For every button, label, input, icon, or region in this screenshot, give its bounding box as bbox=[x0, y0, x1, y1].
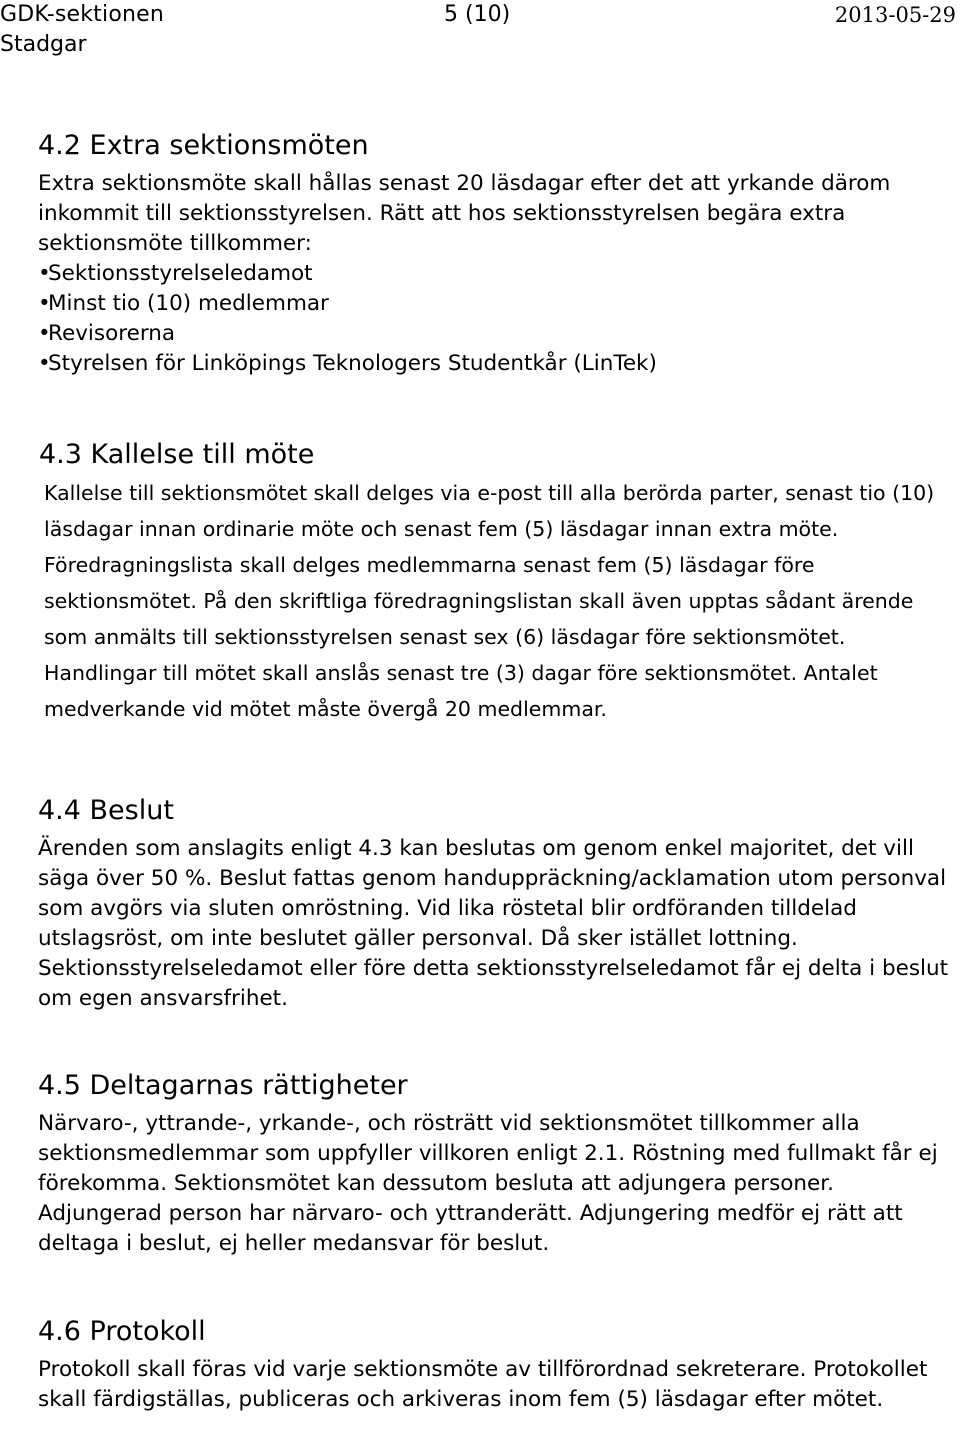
section-heading: 4.4 Beslut bbox=[38, 795, 174, 826]
section-paragraph: Närvaro-, yttrande-, yrkande-, och rösträtt vid sektionsmötet tillkommer alla sektionsmedlemmar som uppfyller villkoren enligt 2.1. Röstning med fullmakt får ej förekomma. Sektionsmötet kan dessutom besluta att adjungera personer. Adjungerad person har närvaro- och yttranderätt. Adjungering medför ej rätt att deltaga i beslut, ej heller medansvar för beslut. bbox=[38, 1111, 938, 1256]
section-paragraph: Extra sektionsmöte skall hållas senast 20 läsdagar efter det att yrkande därom inkommit till sektionsstyrelsen. Rätt att hos sektionsstyrelsen begära extra sektionsmöte tillkommer: bbox=[38, 171, 891, 256]
section-heading: 4.3 Kallelse till möte bbox=[39, 439, 315, 470]
section-paragraph: Ärenden som anslagits enligt 4.3 kan beslutas om genom enkel majoritet, det vill säga över 50 %. Beslut fattas genom handuppräckning/acklamation utom personval som avgörs via sluten omröstning. Vid lika röstetal blir ordföranden tilldelad utslagsröst, om inte beslutet gäller personval. Då sker istället lottning. Sektionsstyrelseledamot eller före detta sektionsstyrelseledamot får ej delta i beslut om egen ansvarsfrihet. bbox=[38, 836, 949, 1011]
bullet-icon: • bbox=[38, 351, 51, 376]
section-4-2 bbox=[38, 130, 958, 379]
bullet-icon: • bbox=[38, 261, 51, 286]
list-item-text: Styrelsen för Linköpings Teknologers Studentkår (LinTek) bbox=[48, 351, 657, 376]
bullet-icon: • bbox=[38, 321, 51, 346]
section-heading: 4.2 Extra sektionsmöten bbox=[38, 130, 369, 161]
organization-name: GDK-sektionen bbox=[0, 2, 165, 27]
list-item-text: Sektionsstyrelseledamot bbox=[48, 261, 313, 286]
list-item bbox=[38, 289, 958, 319]
list-item bbox=[38, 259, 958, 289]
section-4-5 bbox=[38, 1070, 958, 1259]
bullet-list bbox=[38, 259, 958, 379]
list-item bbox=[38, 349, 958, 379]
section-4-3 bbox=[39, 439, 960, 727]
section-4-6 bbox=[38, 1316, 958, 1415]
list-item bbox=[38, 319, 958, 349]
document-date: 2013-05-29 bbox=[834, 3, 956, 27]
section-heading: 4.6 Protokoll bbox=[38, 1316, 206, 1347]
page-number: 5 (10) bbox=[444, 2, 511, 27]
page-header bbox=[0, 0, 960, 64]
list-item-text: Revisorerna bbox=[48, 321, 176, 346]
document-title: Stadgar bbox=[0, 32, 87, 57]
bullet-icon: • bbox=[38, 291, 51, 316]
section-paragraph: Kallelse till sektionsmötet skall delges via e-post till alla berörda parter, senast tio (10) läsdagar innan ordinarie möte och senast fem (5) läsdagar innan extra möte. Föredragningslista skall delges medlemmarna senast fem (5) läsdagar före sektionsmötet. På den skriftliga föredragningslistan skall även upptas sådant ärende som anmälts till sektionsstyrelsen senast sex (6) läsdagar före sektionsmötet. Handlingar till mötet skall anslås senast tre (3) dagar före sektionsmötet. Antalet medverkande vid mötet måste övergå 20 medlemmar. bbox=[44, 481, 935, 721]
section-4-4 bbox=[38, 795, 958, 1014]
section-heading: 4.5 Deltagarnas rättigheter bbox=[38, 1070, 408, 1101]
list-item-text: Minst tio (10) medlemmar bbox=[48, 291, 329, 316]
section-paragraph: Protokoll skall föras vid varje sektionsmöte av tillförordnad sekreterare. Protokollet skall färdigställas, publiceras och arkiveras inom fem (5) läsdagar efter mötet. bbox=[38, 1357, 928, 1412]
